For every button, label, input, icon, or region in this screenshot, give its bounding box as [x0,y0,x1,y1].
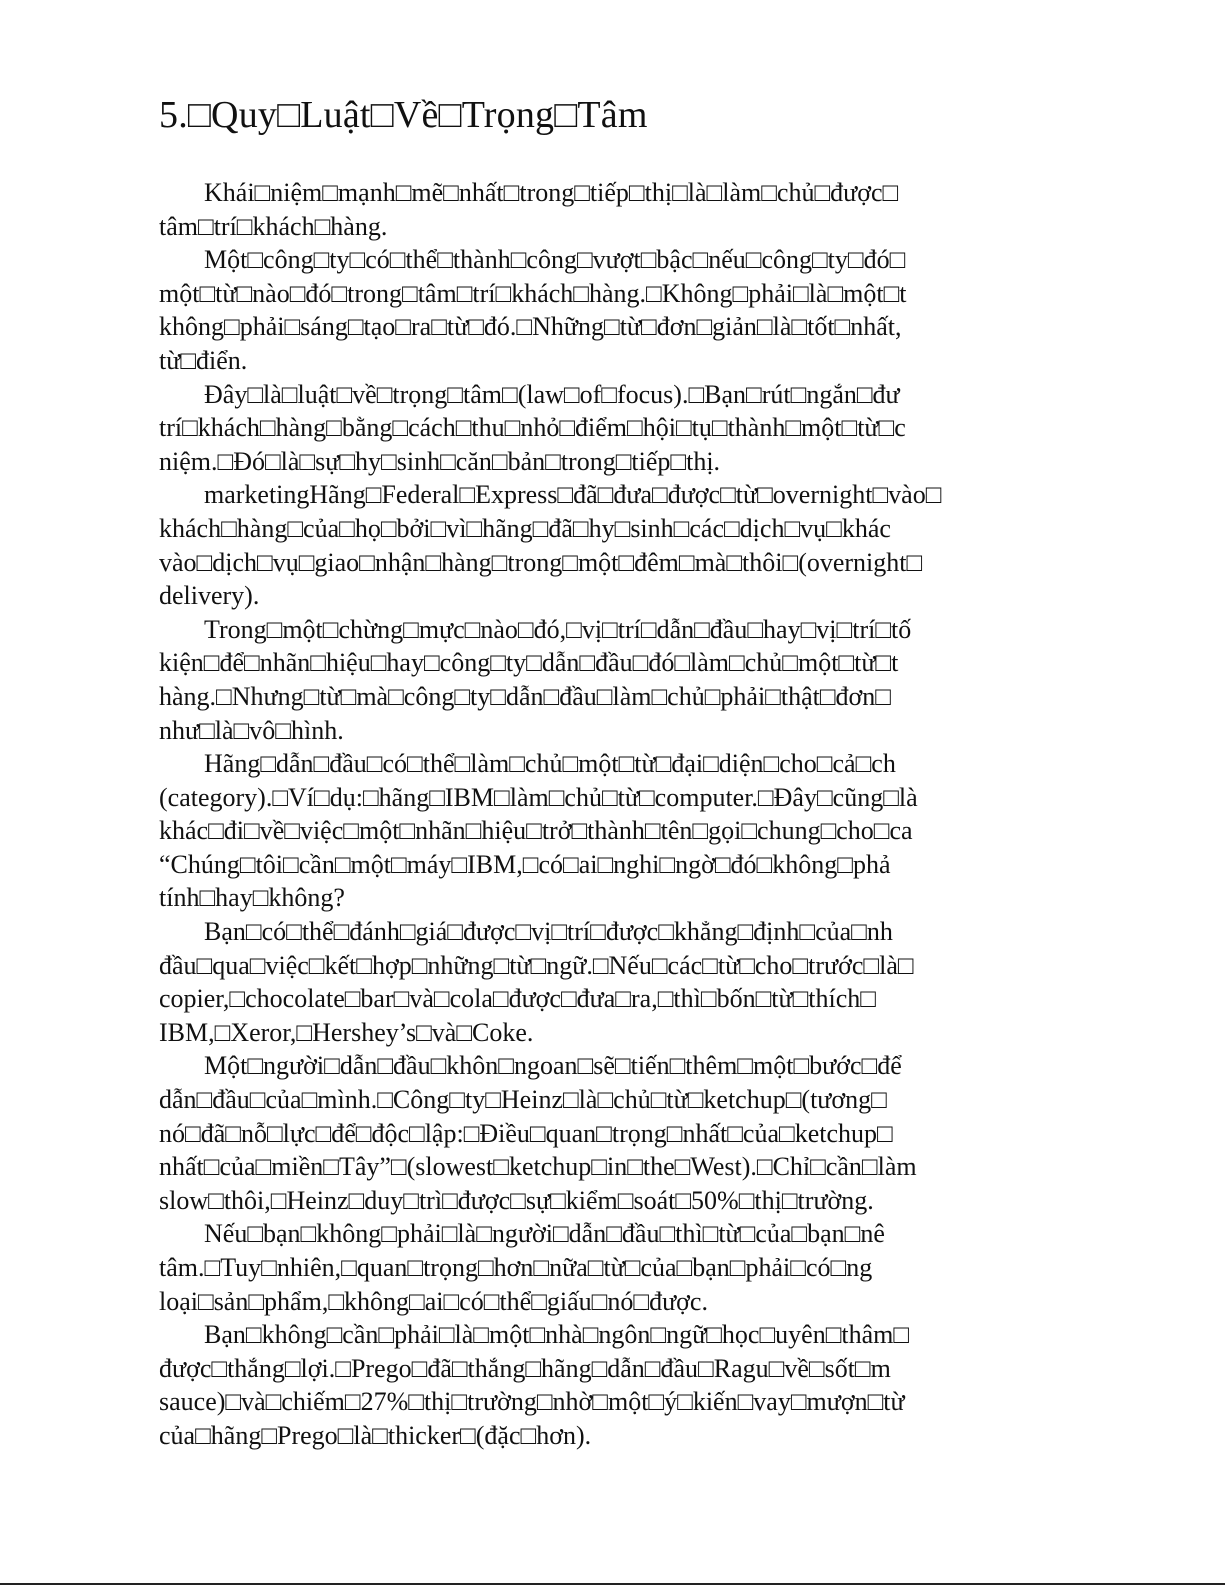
text-line: của□hãng□Prego□là□thicker□(đặc□hơn). [159,1420,592,1450]
text-line: tâm.□Tuy□nhiên,□quan□trọng□hơn□nữa□từ□của□bạn□phải□có□ng [159,1253,873,1282]
text-line: niệm.□Đó□là□sự□hy□sinh□căn□bản□trong□tiếp□thị. [159,446,721,476]
text-line: hàng.□Nhưng□từ□mà□công□ty□dẫn□đầu□làm□chủ□phải□thật□đơn□ [159,681,892,711]
text-line: IBM,□Xeror,□Hershey’s□và□Coke. [159,1017,534,1047]
text-line: slow□thôi,□Heinz□duy□trì□được□sự□kiểm□soát□50%□thị□trường. [159,1185,874,1215]
text-line: Đây□là□luật□về□trọng□tâm□(law□of□focus).□Bạn□rút□ngắn□đư [204,379,900,409]
text-line: từ□điển. [159,345,248,375]
text-line: nó□đã□nỗ□lực□để□độc□lập:□Điều□quan□trọng□nhất□của□ketchup□ [159,1118,893,1148]
text-line: (category).□Ví□dụ:□hãng□IBM□làm□chủ□từ□computer.□Đây□cũng□là [159,782,918,812]
text-line: không□phải□sáng□tạo□ra□từ□đó.□Những□từ□đơn□giản□là□tốt□nhất, [159,312,902,342]
text-line: copier,□chocolate□bar□và□cola□được□đưa□ra,□thì□bốn□từ□thích□ [159,984,876,1014]
text-line: khách□hàng□của□họ□bởi□vì□hãng□đã□hy□sinh□các□dịch□vụ□khác [159,513,891,543]
text-line: đầu□qua□việc□kết□hợp□những□từ□ngữ.□Nếu□các□từ□cho□trước□là□ [159,950,914,980]
text-line: kiện□để□nhãn□hiệu□hay□công□ty□dẫn□đầu□đó□làm□chủ□một□từ□t [159,648,899,678]
text-line: Một□công□ty□có□thể□thành□công□vượt□bậc□nếu□công□ty□đó□ [204,245,906,275]
text-line: nhất□của□miền□Tây”□(slowest□ketchup□in□the□West).□Chỉ□cần□làm [159,1152,917,1182]
text-line: được□thắng□lợi.□Prego□đã□thắng□hãng□dẫn□đầu□Ragu□về□sốt□m [159,1353,891,1383]
text-line: vào□dịch□vụ□giao□nhận□hàng□trong□một□đêm□mà□thôi□(overnight□ [159,547,923,577]
text-line: Bạn□có□thể□đánh□giá□được□vị□trí□được□khẳng□định□của□nh [204,917,893,947]
text-line: khác□đi□về□việc□một□nhãn□hiệu□trở□thành□tên□gọi□chung□cho□ca [159,816,913,846]
text-line: Bạn□không□cần□phải□là□một□nhà□ngôn□ngữ□học□uyên□thâm□ [204,1320,910,1350]
text-line: “Chúng□tôi□cần□một□máy□IBM,□có□ai□nghi□ngờ□đó□không□phả [159,849,891,879]
text-line: tâm□trí□khách□hàng. [159,211,388,241]
document-content [159,92,1081,1453]
text-line: dẫn□đầu□của□mình.□Công□ty□Heinz□là□chủ□từ□ketchup□(tương□ [159,1085,887,1115]
text-line: loại□sản□phẩm,□không□ai□có□thể□giấu□nó□được. [159,1286,708,1316]
text-line: Hãng□dẫn□đầu□có□thể□làm□chủ□một□từ□đại□diện□cho□cả□ch [204,749,896,779]
section-heading: 5.□Quy□Luật□Về□Trọng□Tâm [159,94,648,136]
text-line: trí□khách□hàng□bằng□cách□thu□nhỏ□điểm□hội□tụ□thành□một□từ□c [159,413,906,443]
body-text [159,176,1081,1453]
text-line: Trong□một□chừng□mực□nào□đó,□vị□trí□dẫn□đầu□hay□vị□trí□tố [204,614,912,644]
text-line: Khái□niệm□mạnh□mẽ□nhất□trong□tiếp□thị□là□làm□chủ□được□ [204,178,899,207]
text-line: Một□người□dẫn□đầu□khôn□ngoan□sẽ□tiến□thêm□một□bước□để [204,1051,902,1081]
text-line: tính□hay□không? [159,883,345,913]
text-line: như□là□vô□hình. [159,715,344,745]
text-line: một□từ□nào□đó□trong□tâm□trí□khách□hàng.□Không□phải□là□một□t [159,278,907,308]
text-line: Nếu□bạn□không□phải□là□người□dẫn□đầu□thì□từ□của□bạn□nê [204,1219,885,1249]
text-line: marketingHãng□Federal□Express□đã□đưa□được□từ□overnight□vào□ [204,480,942,510]
text-line: sauce)□và□chiếm□27%□thị□trường□nhờ□một□ý□kiến□vay□mượn□từ [159,1387,905,1417]
text-line: delivery). [159,581,260,611]
